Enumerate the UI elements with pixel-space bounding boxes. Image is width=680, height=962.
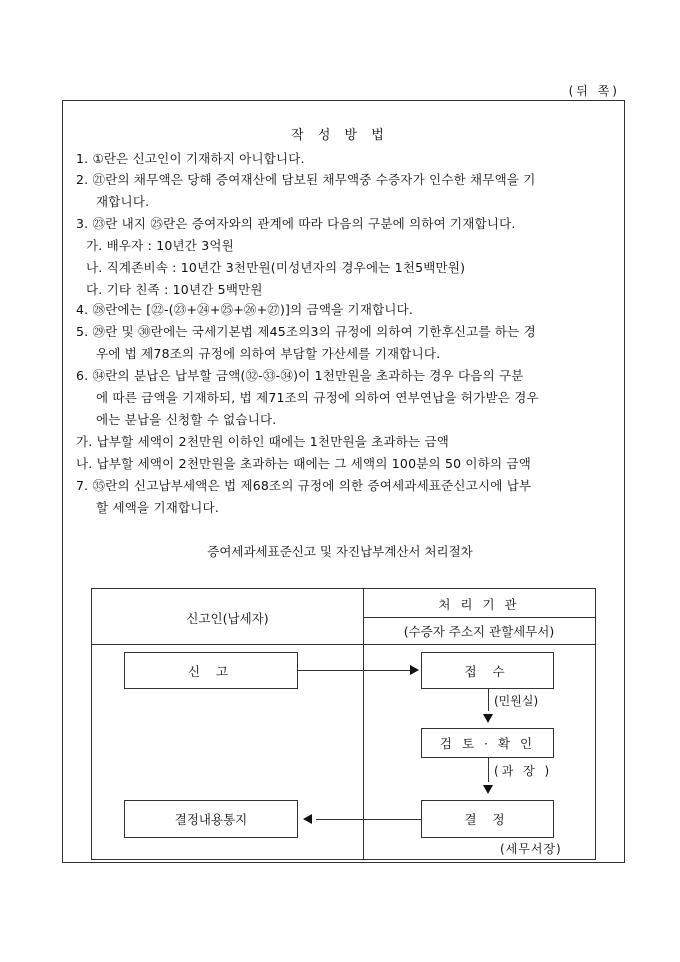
instruction-line: 나. 납부할 세액이 2천만원을 초과하는 때에는 그 세액의 100분의 50 이하의 금액: [76, 456, 531, 471]
arrow-left-icon: [303, 814, 312, 824]
instruction-line: 6. ㉞란의 분납은 납부할 금액(㉜-㉝-㉞)이 1천만원을 초과하는 경우 다음의 구분: [76, 368, 524, 383]
arrow-right-icon: [410, 665, 419, 675]
instruction-line: 1. ①란은 신고인이 기재하지 아니합니다.: [76, 151, 305, 166]
instruction-line: 에는 분납을 신청할 수 없습니다.: [96, 412, 277, 427]
right-column-subheader: (수증자 주소지 관할세무서): [403, 624, 555, 639]
subheader-divider: [363, 617, 595, 618]
instruction-line: 2. ㉑란의 채무액은 당해 증여재산에 담보된 채무액중 수증자가 인수한 채무액을 기: [76, 172, 536, 187]
review-dept-label: (과 장 ): [494, 764, 553, 778]
header-divider: [92, 644, 595, 645]
arrow-line-report-to-receipt: [298, 670, 410, 671]
instruction-line: 5. ㉙란 및 ㉚란에는 국세기본법 제45조의3의 규정에 의하여 기한후신고를 하는 경: [76, 324, 536, 339]
receipt-box: 접 수: [421, 652, 554, 689]
arrow-down-icon: [483, 714, 493, 723]
instruction-line: 4. ㉘란에는 [㉒-(㉓+㉔+㉕+㉖+㉗)]의 금액을 기재합니다.: [76, 302, 414, 317]
arrow-line-review-to-decision: [488, 758, 489, 782]
instruction-line: 할 세액을 기재합니다.: [96, 500, 219, 515]
arrow-down-icon: [483, 785, 493, 794]
instruction-line: 가. 납부할 세액이 2천만원 이하인 때에는 1천만원을 초과하는 금액: [76, 434, 450, 449]
receipt-dept-label: (민원실): [494, 694, 539, 708]
instruction-line: 7. ㉟란의 신고납부세액은 법 제68조의 규정에 의한 증여세과세표준신고시에 납부: [76, 478, 532, 493]
instruction-line: 다. 기타 친족 : 10년간 5백만원: [86, 282, 263, 297]
decision-box: 결 정: [421, 800, 554, 838]
instruction-line: 에 따른 금액을 기재하되, 법 제71조의 규정에 의하여 연부연납을 허가받은 경우: [96, 390, 539, 405]
instruction-line: 가. 배우자 : 10년간 3억원: [86, 238, 234, 253]
arrow-line-receipt-to-review: [488, 689, 489, 711]
notice-box: 결정내용통지: [124, 800, 298, 838]
instruction-line: 3. ㉓란 내지 ㉕란은 증여자와의 관계에 따라 다음의 구분에 의하여 기재합니다.: [76, 216, 516, 231]
review-box: 검 토 · 확 인: [421, 728, 554, 758]
instruction-line: 재합니다.: [96, 194, 150, 209]
instruction-line: 우에 법 제78조의 규정에 의하여 부담할 가산세를 기재합니다.: [96, 346, 441, 361]
instruction-line: 나. 직계존비속 : 10년간 3천만원(미성년자의 경우에는 1천5백만원): [86, 260, 466, 275]
instructions-title: 작 성 방 법: [291, 128, 389, 143]
report-box: 신 고: [124, 652, 298, 689]
arrow-line-decision-to-notice: [316, 819, 421, 820]
page-side-label: (뒤 쪽): [568, 84, 620, 98]
left-column-header: 신고인(납세자): [186, 611, 269, 626]
decision-dept-label: (세무서장): [500, 842, 562, 856]
flow-title: 증여세과세표준신고 및 자진납부계산서 처리절차: [207, 544, 473, 559]
right-column-header: 처 리 기 관: [438, 597, 520, 612]
